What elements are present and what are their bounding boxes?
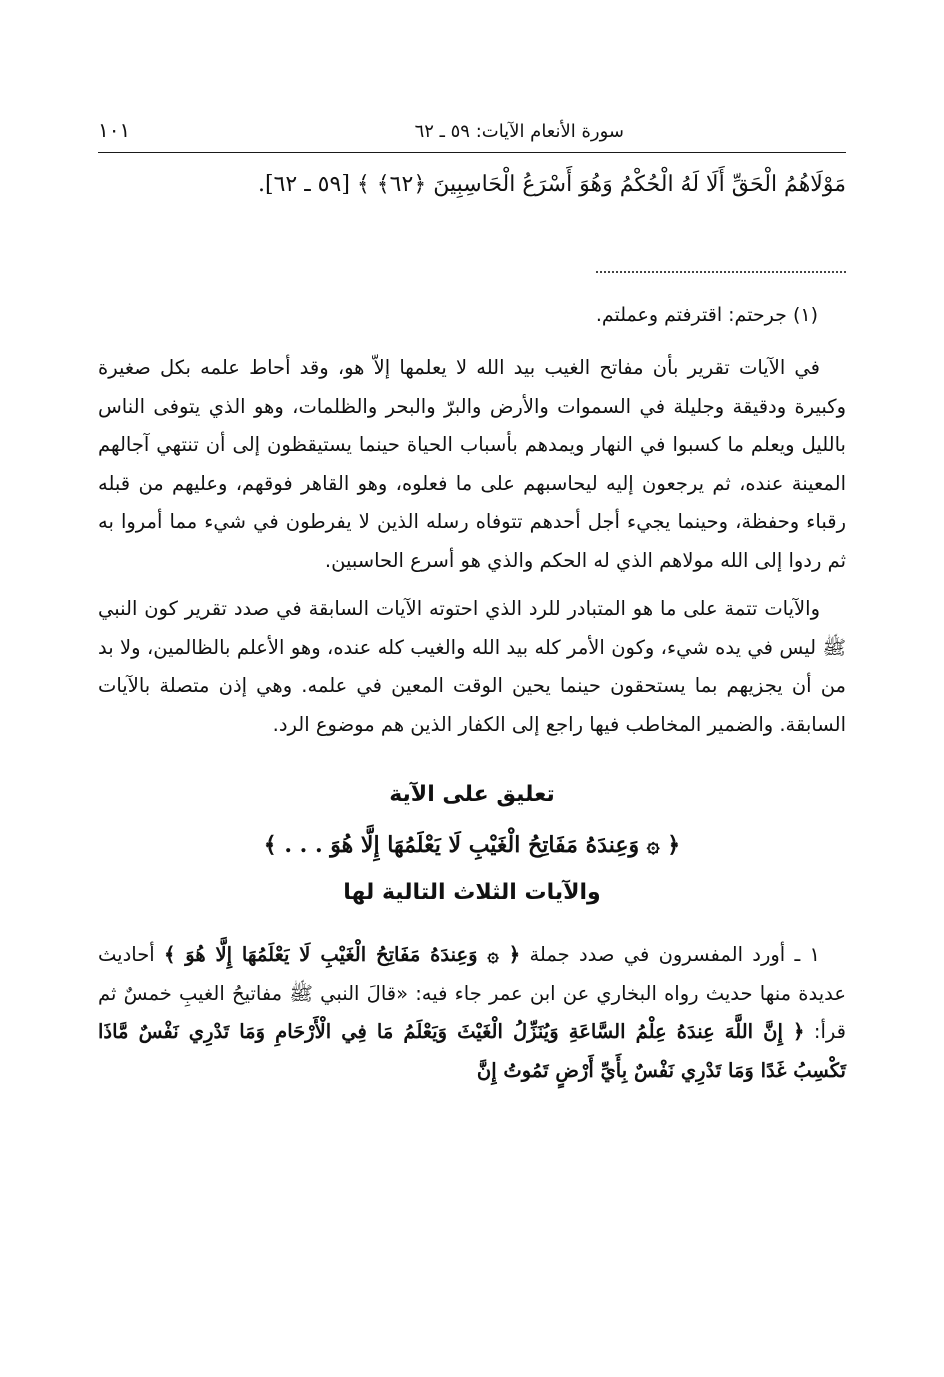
- header-rule: [98, 152, 846, 153]
- item-1: [98, 936, 846, 1090]
- footnote: (١) جرحتم: اقترفتم وعملتم.: [595, 304, 818, 326]
- section-heading: تعليق على الآية: [389, 782, 555, 807]
- item-1-quran-a: ﴿ ۞ وَعِندَهُ مَفَاتِحُ الْغَيْبِ لَا يَعْلَمُهَا إِلَّا هُوَ ﴾: [163, 943, 521, 966]
- item-1-quran-b: ﴿ إِنَّ اللَّهَ عِندَهُ عِلْمُ السَّاعَةِ وَيُنَزِّلُ الْغَيْثَ وَيَعْلَمُ مَا فِي الْأَرْحَامِ وَمَا تَدْرِي نَفْسٌ مَّاذَا تَكْسِبُ غَدًا وَمَا تَدْرِي نَفْسٌ بِأَيِّ أَرْضٍ تَمُوتُ إِنَّ: [98, 1020, 846, 1082]
- paragraph-2-text: والآيات تتمة على ما هو المتبادر للرد الذي احتوته الآيات السابقة في صدد تقرير كون النبي ﷺ ليس في يده شيء، وكون الأمر كله بيد الله والغيب كله عنده، وهو الأعلم بالظالمين، ولا بد من أن يجزيهم بما يستحقون حينما يحين الوقت المعين في علمه. وهي إذن متصلة بالآيات السابقة. والضمير المخاطب فيها راجع إلى الكفار الذين هم موضوع الرد.: [98, 597, 846, 736]
- footnote-separator: [596, 271, 846, 273]
- verse-continuation: مَوْلَاهُمُ الْحَقِّ أَلَا لَهُ الْحُكْمُ وَهُوَ أَسْرَعُ الْحَاسِبِينَ ﴿٦٢﴾ ﴾ [٥٩ ـ ٦٢].: [258, 172, 846, 197]
- page-header: [98, 118, 846, 152]
- paragraph-1: [98, 349, 846, 580]
- paragraph-2: [98, 590, 846, 744]
- item-1-text-b: أحاديث عديدة منها حديث رواه البخاري عن ابن عمر جاء فيه: «قالَ النبي ﷺ مفاتيحُ الغيبِ خمسٌ ثم قرأ:: [98, 943, 846, 1043]
- paragraph-1-text: في الآيات تقرير بأن مفاتح الغيب بيد الله لا يعلمها إلاّ هو، وقد أحاط علمه بكل صغيرة وكبيرة ودقيقة وجليلة في السموات والأرض والبرّ والبحر والظلمات، وهو الذي يتوفى الناس بالليل ويعلم ما كسبوا في النهار ويمدهم بأسباب الحياة حينما يستيقظون إلى أن تنتهي آجالهم المعينة عنده، ثم يرجعون إليه ليحاسبهم على ما فعلوه، وهو القاهر فوقهم، وعليهم من قبله رقباء وحفظة، وحينما يجيء أجل أحدهم تتوفاه رسله الذين لا يفرطون في شيء مما أمروا به ثم ردوا إلى الله مولاهم الذي له الحكم والذي هو أسرع الحاسبين.: [98, 356, 846, 572]
- section-subheading: والآيات الثلاث التالية لها: [343, 880, 601, 905]
- item-1-text-a: ١ ـ أورد المفسرون في صدد جملة: [520, 943, 821, 966]
- running-title: سورة الأنعام الآيات: ٥٩ ـ ٦٢: [414, 121, 624, 142]
- page-number: ١٠١: [98, 118, 131, 142]
- section-verse: ﴿ ۞ وَعِندَهُ مَفَاتِحُ الْغَيْبِ لَا يَعْلَمُهَا إِلَّا هُوَ . . . ﴾: [263, 832, 681, 858]
